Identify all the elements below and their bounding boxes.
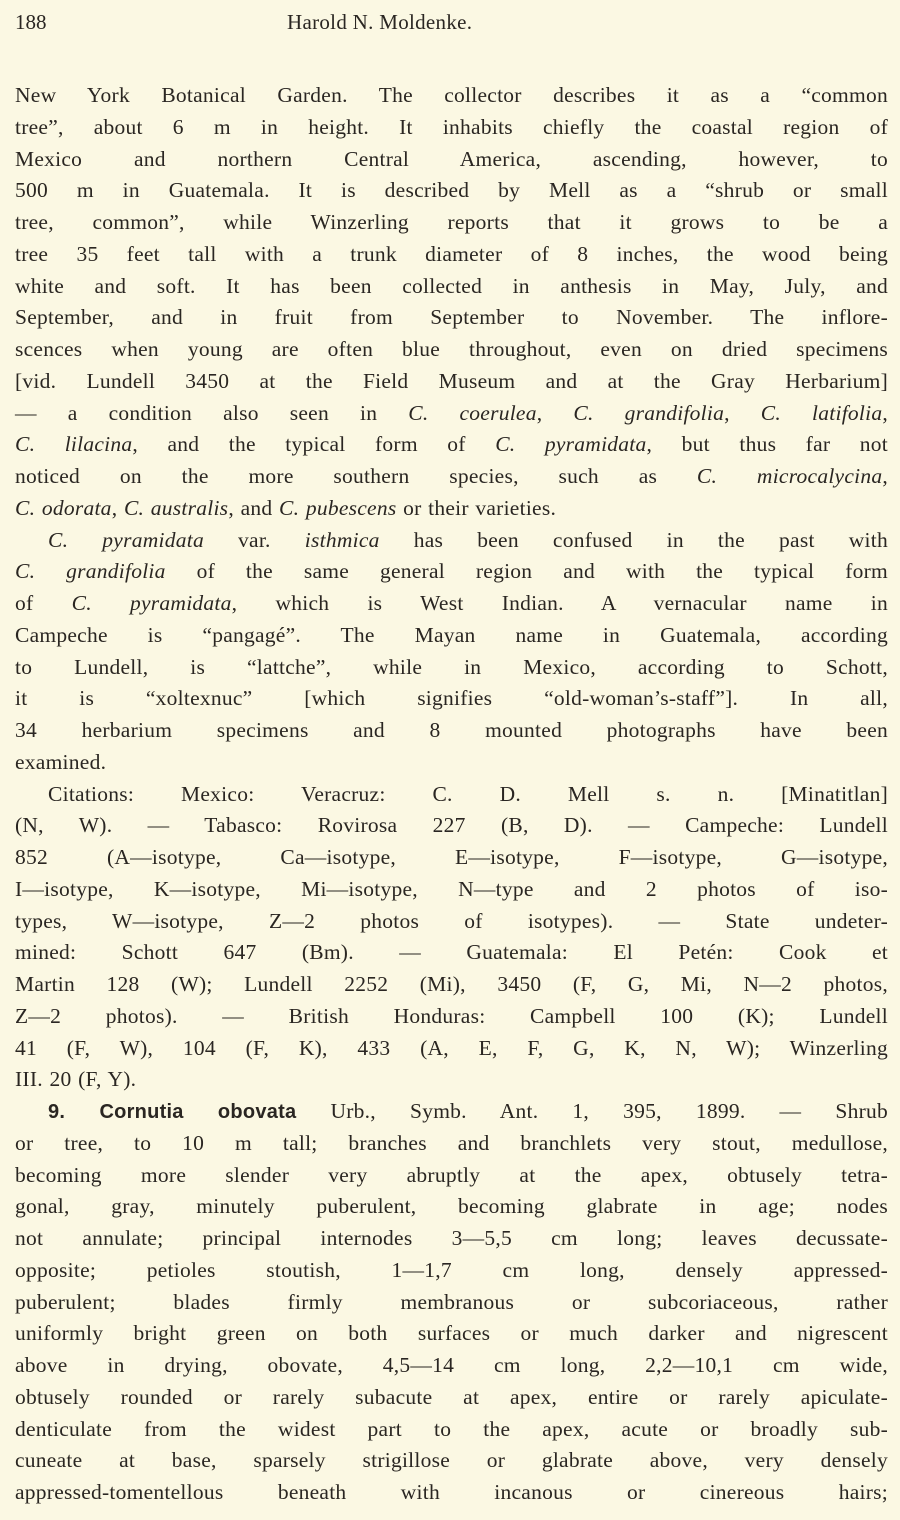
text-segment: September, and in fruit from September to November. The inflore- xyxy=(15,305,888,330)
text-segment: becoming more slender very abruptly at the apex, obtusely tetra- xyxy=(15,1162,888,1187)
text-segment: tree 35 feet tall with a trunk diameter of 8 inches, the wood being xyxy=(15,241,888,266)
text-line xyxy=(15,1255,888,1287)
text-segment: Citations: Mexico: Veracruz: C. D. Mell s. n. [Minatitlan] xyxy=(48,781,888,806)
text-segment: I—isotype, K—isotype, Mi—isotype, N—type and 2 photos of iso- xyxy=(15,876,888,901)
text-line xyxy=(15,1033,888,1065)
text-segment: above in drying, obovate, 4,5—14 cm long, 2,2—10,1 cm wide, xyxy=(15,1353,888,1377)
text-line xyxy=(15,366,888,398)
text-line xyxy=(15,1096,888,1128)
text-segment: 41 (F, W), 104 (F, K), 433 (A, E, F, G, K, N, W); Winzerling xyxy=(15,1035,888,1060)
text-line xyxy=(15,588,888,620)
text-segment: obtusely rounded or rarely subacute at apex, entire or rarely apiculate- xyxy=(15,1384,888,1409)
italic-taxon-name: C. pyramidata xyxy=(48,527,204,552)
italic-taxon-name: C. pyramidata xyxy=(495,432,647,457)
text-segment: to Lundell, is “lattche”, while in Mexico, according to Schott, xyxy=(15,654,888,679)
text-segment: has been confused in the past with xyxy=(379,527,888,552)
text-segment: mined: Schott 647 (Bm). — Guatemala: El Petén: Cook et xyxy=(15,940,888,965)
page-header xyxy=(15,10,888,44)
text-segment: Mexico and northern Central America, ascending, however, to xyxy=(15,146,888,171)
text-segment: , and the typical form of xyxy=(132,432,496,457)
italic-taxon-name: C. grandifolia xyxy=(573,400,725,425)
page-number: 188 xyxy=(15,10,47,34)
text-segment: puberulent; blades firmly membranous or subcoriaceous, rather xyxy=(15,1289,888,1314)
text-segment: 852 (A—isotype, Ca—isotype, E—isotype, F—isotype, G—isotype, xyxy=(15,845,888,869)
text-line xyxy=(15,207,888,239)
text-segment: , but thus far not xyxy=(646,432,888,457)
text-segment: tree, common”, while Winzerling reports that it grows to be a xyxy=(15,210,888,234)
text-line xyxy=(15,779,888,811)
text-segment: noticed on the more southern species, such as xyxy=(15,464,697,488)
italic-taxon-name: C. latifolia xyxy=(760,400,883,425)
species-heading: 9. Cornutia obovata xyxy=(48,1101,297,1123)
text-segment: New York Botanical Garden. The collector describes it as a “common xyxy=(15,83,888,107)
text-segment: Z—2 photos). — British Honduras: Campbell 100 (K); Lundell xyxy=(15,1003,888,1028)
text-line xyxy=(15,175,888,207)
italic-taxon-name: C. coerulea xyxy=(408,400,537,425)
text-segment: white and soft. It has been collected in anthesis in May, July, and xyxy=(15,273,888,298)
text-line xyxy=(15,1287,888,1319)
text-segment: tree”, about 6 m in height. It inhabits chiefly the coastal region of xyxy=(15,114,888,139)
text-segment: denticulate from the widest part to the apex, acute or broadly sub- xyxy=(15,1416,888,1441)
text-line xyxy=(15,810,888,842)
text-segment: 34 herbarium specimens and 8 mounted photographs have been xyxy=(15,718,888,742)
text-segment: (N, W). — Tabasco: Rovirosa 227 (B, D). — Campeche: Lundell xyxy=(15,813,888,838)
text-line xyxy=(15,302,888,334)
text-segment: , xyxy=(111,495,124,520)
text-line xyxy=(15,1001,888,1033)
text-segment: opposite; petioles stoutish, 1—1,7 cm long, densely appressed- xyxy=(15,1257,888,1282)
text-line xyxy=(15,1128,888,1160)
text-line xyxy=(15,1350,888,1382)
text-line xyxy=(15,874,888,906)
text-line xyxy=(15,969,888,1001)
text-segment: appressed-tomentellous beneath with incanous or cinereous hairs; xyxy=(15,1480,888,1504)
text-line xyxy=(15,144,888,176)
text-segment: , xyxy=(536,400,574,425)
text-segment: Urb., Symb. Ant. 1, 395, 1899. — Shrub xyxy=(296,1099,888,1123)
text-segment: of the same general region and with the typical form xyxy=(165,559,888,584)
text-line xyxy=(15,398,888,430)
text-line xyxy=(15,1160,888,1192)
italic-taxon-name: isthmica xyxy=(304,527,380,552)
text-segment: not annulate; principal internodes 3—5,5 cm long; leaves decussate- xyxy=(15,1226,888,1250)
text-segment: uniformly bright green on both surfaces or much darker and nigrescent xyxy=(15,1321,888,1346)
text-line xyxy=(15,1223,888,1255)
text-segment: III. 20 (F, Y). xyxy=(15,1067,137,1092)
text-segment: of xyxy=(15,591,72,615)
text-line xyxy=(15,842,888,874)
text-segment: it is “xoltexnuc” [which signifies “old-woman’s-staff”]. In all, xyxy=(15,686,888,711)
text-line xyxy=(15,1318,888,1350)
text-line xyxy=(15,80,888,112)
text-line xyxy=(15,429,888,461)
text-line xyxy=(15,461,888,493)
italic-taxon-name: C. lilacina xyxy=(15,432,133,457)
text-line xyxy=(15,1414,888,1446)
text-line xyxy=(15,334,888,366)
text-line xyxy=(15,652,888,684)
italic-taxon-name: C. pyramidata xyxy=(71,591,232,615)
text-segment: , and xyxy=(228,495,279,520)
italic-taxon-name: C. pubescens xyxy=(278,495,397,520)
text-segment: types, W—isotype, Z—2 photos of isotypes). — State undeter- xyxy=(15,908,888,933)
text-line xyxy=(15,493,888,525)
text-line xyxy=(15,937,888,969)
italic-taxon-name: C. australis xyxy=(123,495,229,520)
text-segment: , which is West Indian. A vernacular name in xyxy=(231,591,888,615)
italic-taxon-name: C. grandifolia xyxy=(15,559,166,584)
text-segment: Campeche is “pangagé”. The Mayan name in Guatemala, according xyxy=(15,622,888,647)
text-segment: scences when young are often blue throughout, even on dried specimens xyxy=(15,337,888,361)
text-segment: gonal, gray, minutely puberulent, becoming glabrate in age; nodes xyxy=(15,1194,888,1219)
text-segment: Martin 128 (W); Lundell 2252 (Mi), 3450 (F, G, Mi, N—2 photos, xyxy=(15,972,888,996)
text-segment: var. xyxy=(203,527,305,552)
text-line xyxy=(15,556,888,588)
text-segment: [vid. Lundell 3450 at the Field Museum and at the Gray Herbarium] xyxy=(15,368,888,393)
text-segment: — a condition also seen in xyxy=(15,400,409,425)
text-line xyxy=(15,683,888,715)
text-segment: , xyxy=(882,400,889,425)
text-line xyxy=(15,525,888,557)
text-line xyxy=(15,715,888,747)
text-line xyxy=(15,906,888,938)
text-segment: 500 m in Guatemala. It is described by Mell as a “shrub or small xyxy=(15,178,888,203)
italic-taxon-name: C. odorata xyxy=(15,495,112,520)
text-segment: , xyxy=(882,464,888,488)
text-line xyxy=(15,1445,888,1477)
text-line xyxy=(15,1477,888,1509)
text-line xyxy=(15,1382,888,1414)
text-segment: , xyxy=(724,400,761,425)
text-line xyxy=(15,239,888,271)
running-title: Harold N. Moldenke. xyxy=(287,10,473,34)
text-segment: cuneate at base, sparsely strigillose or glabrate above, very densely xyxy=(15,1448,888,1473)
italic-taxon-name: C. microcalycina xyxy=(696,464,883,488)
text-line xyxy=(15,112,888,144)
text-line xyxy=(15,1064,888,1096)
text-line xyxy=(15,620,888,652)
body-text xyxy=(15,80,888,1509)
text-segment: or tree, to 10 m tall; branches and branchlets very stout, medullose, xyxy=(15,1130,888,1155)
text-line xyxy=(15,1191,888,1223)
text-segment: examined. xyxy=(15,749,107,774)
text-line xyxy=(15,271,888,303)
text-segment: or their varieties. xyxy=(396,495,557,520)
text-line xyxy=(15,747,888,779)
